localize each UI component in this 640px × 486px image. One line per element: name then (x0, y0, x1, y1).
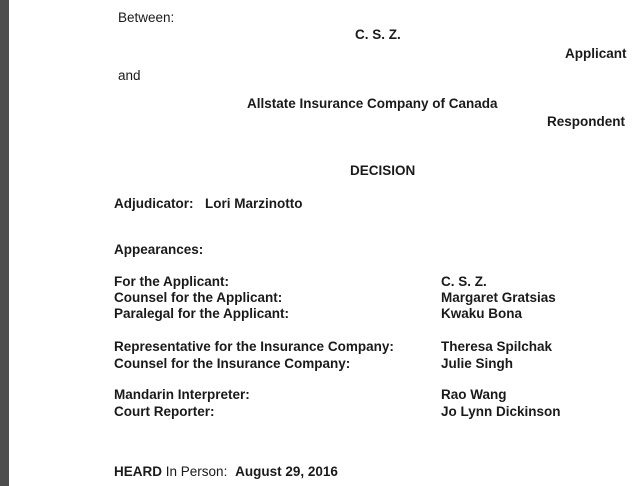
decision-title: DECISION (350, 163, 416, 178)
appearance-name: Julie Singh (441, 356, 514, 371)
respondent-role: Respondent (547, 114, 626, 129)
appearance-role: Paralegal for the Applicant: (114, 306, 290, 321)
heard-line (114, 464, 338, 480)
applicant-name: C. S. Z. (355, 27, 401, 42)
appearance-role: Counsel for the Insurance Company: (114, 356, 351, 371)
appearance-role: Representative for the Insurance Company: (114, 339, 394, 354)
appearances-label: Appearances: (114, 242, 204, 257)
document-page (9, 0, 640, 486)
heard-date: August 29, 2016 (235, 464, 338, 479)
appearance-name: Rao Wang (441, 387, 507, 402)
heard-mode: In Person: (165, 464, 228, 479)
appearance-role: Court Reporter: (114, 404, 215, 419)
appearance-role: Mandarin Interpreter: (114, 387, 250, 402)
left-window-gutter (0, 0, 9, 486)
adjudicator-name: Lori Marzinotto (205, 196, 303, 211)
heard-label: HEARD (114, 464, 163, 479)
appearance-name: Theresa Spilchak (441, 339, 553, 354)
and-label: and (118, 68, 141, 83)
applicant-role: Applicant (565, 46, 627, 61)
between-label: Between: (118, 10, 175, 25)
adjudicator-label: Adjudicator: (114, 196, 194, 211)
appearance-role: For the Applicant: (114, 274, 229, 289)
appearance-name: Jo Lynn Dickinson (441, 404, 561, 419)
appearance-name: Kwaku Bona (441, 306, 523, 321)
appearance-name: Margaret Gratsias (441, 290, 556, 305)
respondent-name: Allstate Insurance Company of Canada (247, 96, 498, 111)
appearance-role: Counsel for the Applicant: (114, 290, 283, 305)
appearance-name: C. S. Z. (441, 274, 487, 289)
